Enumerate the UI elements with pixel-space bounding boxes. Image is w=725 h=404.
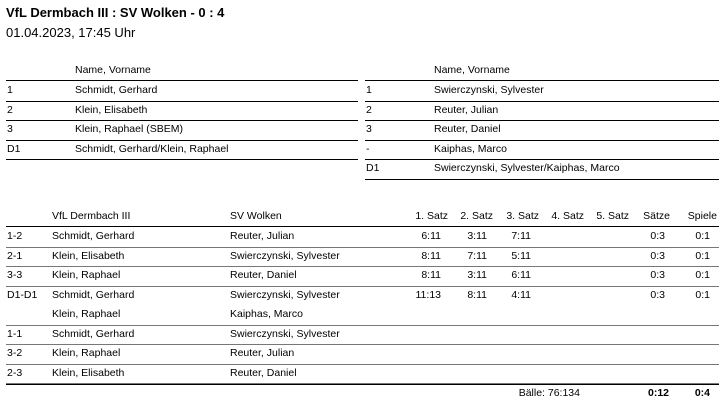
match-s1: 11:13 (415, 288, 441, 301)
away-lineup-row-rule (365, 120, 719, 121)
home-lineup-row-rule (6, 140, 358, 141)
away-lineup-pos: 1 (366, 84, 372, 96)
match-pair: 1-1 (7, 327, 23, 340)
match-home-player: Klein, Elisabeth (52, 249, 125, 262)
match-s1: 8:11 (421, 269, 441, 281)
total-baelle: Bälle: 76:134 (518, 387, 580, 399)
away-lineup-name: Reuter, Julian (434, 103, 499, 116)
away-lineup-pos: 2 (366, 103, 372, 116)
match-spiele: 0:1 (695, 249, 710, 262)
col-header-s1: 1. Satz (415, 210, 448, 222)
match-away-player: Swierczynski, Sylvester (230, 327, 340, 340)
away-lineup-header: Name, Vorname (434, 64, 510, 76)
col-header-away: SV Wolken (230, 210, 282, 222)
match-home-player-2: Klein, Raphael (52, 308, 121, 320)
home-lineup-name: Schmidt, Gerhard/Klein, Raphael (75, 142, 229, 155)
total-spiele: 0:4 (694, 387, 710, 399)
home-lineup-pos: D1 (7, 142, 21, 155)
match-datetime: 01.04.2023, 17:45 Uhr (6, 25, 136, 40)
match-away-player: Swierczynski, Sylvester (230, 249, 340, 262)
match-home-player: Schmidt, Gerhard (52, 288, 135, 301)
match-away-player-2: Kaiphas, Marco (230, 308, 303, 320)
col-header-s2: 2. Satz (460, 210, 493, 222)
home-lineup-name: Klein, Raphael (SBEM) (75, 123, 183, 135)
match-s2: 3:11 (467, 269, 487, 281)
match-home-player: Klein, Raphael (52, 269, 121, 281)
results-footer-rule (6, 384, 719, 385)
home-lineup-header: Name, Vorname (75, 64, 151, 76)
match-title: VfL Dermbach III : SV Wolken - 0 : 4 (6, 5, 225, 20)
away-lineup-pos: - (366, 142, 370, 155)
match-saetze: 0:3 (650, 249, 665, 262)
away-lineup-name: Swierczynski, Sylvester/Kaiphas, Marco (434, 162, 620, 174)
home-lineup-pos: 2 (7, 103, 13, 116)
match-home-player: Schmidt, Gerhard (52, 230, 135, 242)
total-saetze: 0:12 (647, 387, 669, 399)
away-lineup-pos: 3 (366, 123, 372, 135)
match-s3: 5:11 (511, 249, 531, 262)
match-pair: 3-3 (7, 269, 23, 281)
match-pair: 3-2 (7, 347, 23, 359)
match-saetze: 0:3 (650, 288, 665, 301)
home-lineup-name: Klein, Elisabeth (75, 103, 148, 116)
match-home-player: Klein, Elisabeth (52, 366, 125, 379)
match-away-player: Reuter, Daniel (230, 366, 297, 379)
match-s3: 7:11 (511, 230, 531, 242)
match-away-player: Reuter, Julian (230, 230, 295, 242)
away-lineup-pos: D1 (366, 162, 380, 174)
col-header-s5: 5. Satz (596, 210, 629, 222)
home-lineup-pos: 1 (7, 84, 13, 96)
match-saetze: 0:3 (650, 230, 665, 242)
col-header-s3: 3. Satz (506, 210, 539, 222)
away-lineup-row-rule (365, 140, 719, 141)
match-row-rule (6, 247, 719, 248)
match-saetze: 0:3 (650, 269, 665, 281)
match-pair: D1-D1 (7, 288, 38, 301)
col-header-home: VfL Dermbach III (52, 210, 131, 222)
match-s3: 6:11 (511, 269, 531, 281)
match-s1: 8:11 (421, 249, 441, 262)
match-row-rule (6, 344, 719, 345)
match-spiele: 0:1 (695, 230, 710, 242)
match-home-player: Schmidt, Gerhard (52, 327, 135, 340)
home-lineup-row-rule (6, 101, 358, 102)
col-header-spiele: Spiele (687, 210, 717, 222)
match-pair: 1-2 (7, 230, 23, 242)
results-header-rule (6, 226, 719, 227)
match-s3: 4:11 (511, 288, 531, 301)
away-lineup-name: Kaiphas, Marco (434, 142, 507, 155)
match-pair: 2-1 (7, 249, 23, 262)
home-lineup-header-rule (6, 80, 358, 81)
away-lineup-header-rule (365, 80, 719, 81)
match-away-player: Reuter, Daniel (230, 269, 297, 281)
match-row-rule (6, 286, 719, 287)
match-away-player: Swierczynski, Sylvester (230, 288, 340, 301)
match-s2: 8:11 (467, 288, 487, 301)
match-row-rule (6, 266, 719, 267)
away-lineup-name: Swierczynski, Sylvester (434, 84, 544, 96)
home-lineup-row-rule (6, 159, 358, 160)
match-s1: 6:11 (421, 230, 441, 242)
home-lineup-name: Schmidt, Gerhard (75, 84, 158, 96)
match-row-rule (6, 325, 719, 326)
match-s2: 7:11 (467, 249, 487, 262)
away-lineup-row-rule (365, 179, 719, 180)
col-header-saetze: Sätze (643, 210, 670, 222)
match-row-rule (6, 364, 719, 365)
match-home-player: Klein, Raphael (52, 347, 121, 359)
away-lineup-row-rule (365, 101, 719, 102)
match-s2: 3:11 (467, 230, 487, 242)
match-spiele: 0:1 (695, 269, 710, 281)
col-header-s4: 4. Satz (551, 210, 584, 222)
home-lineup-row-rule (6, 120, 358, 121)
away-lineup-name: Reuter, Daniel (434, 123, 501, 135)
home-lineup-pos: 3 (7, 123, 13, 135)
match-spiele: 0:1 (695, 288, 710, 301)
match-away-player: Reuter, Julian (230, 347, 295, 359)
match-pair: 2-3 (7, 366, 23, 379)
away-lineup-row-rule (365, 159, 719, 160)
